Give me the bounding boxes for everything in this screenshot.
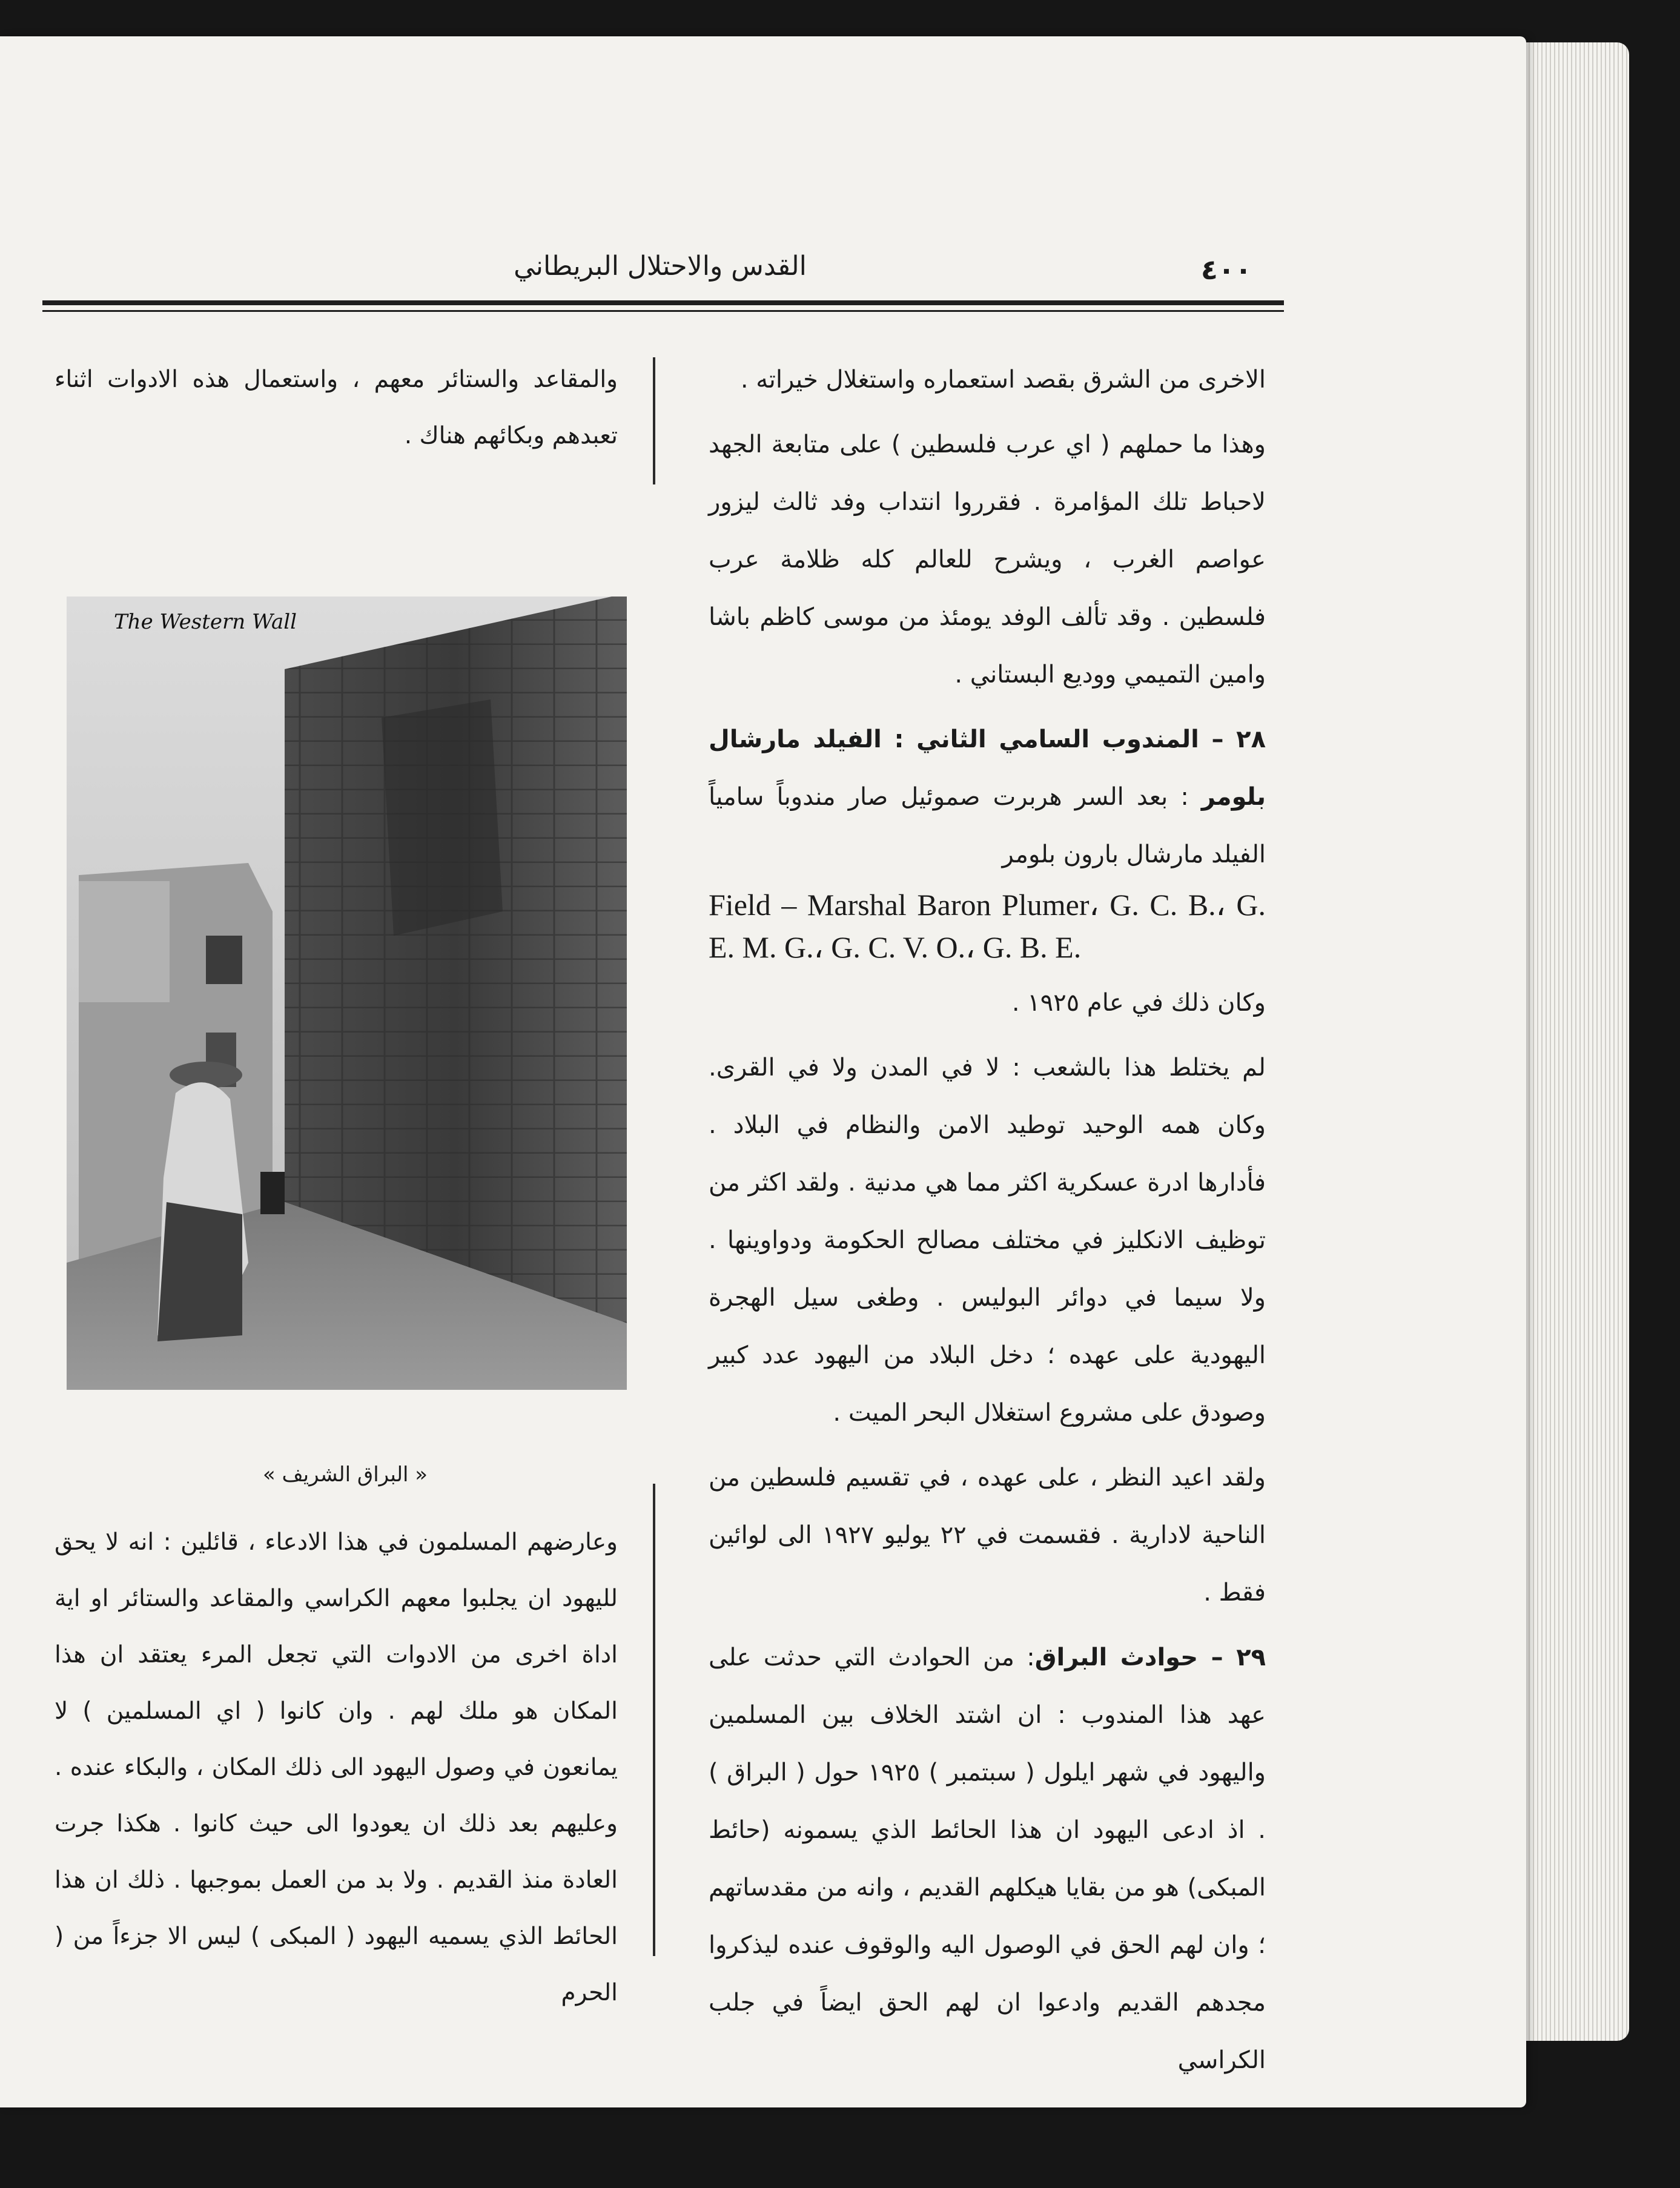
page-number: ٤٠٠ xyxy=(1200,253,1252,286)
paragraph-5: ولقد اعيد النظر ، على عهده ، في تقسيم فلسطين من الناحية لادارية . فقسمت في ٢٢ يوليو ١٩٢٧ الى لوائين فقط . xyxy=(709,1464,1266,1607)
left-column-top xyxy=(55,351,618,472)
running-head: القدس والاحتلال البريطاني xyxy=(514,251,807,282)
left-column-bottom xyxy=(55,1514,618,2006)
photo-caption: « البراق الشريف » xyxy=(262,1463,428,1487)
paragraph-3 xyxy=(709,711,1266,884)
left-paragraph-bottom: وعارضهم المسلمون في هذا الادعاء ، قائلين : انه لا يحق لليهود ان يجلبوا معهم الكراسي والمقاعد والستائر او اية اداة اخرى من الادوات التي تجعل المرء يعتقد ان هذا المكان هو ملك لهم . وان كانوا ( اي المسلمين ) لا يمانعون في وصول اليهود الى ذلك المكان ، والبكاء عنده . وعليهم بعد ذلك ان يعودوا الى حيث كانوا . هكذا جرت العادة منذ القديم . ولا بد من العمل بموجبها . ذلك ان هذا الحائط الذي يسميه اليهود ( المبكى ) ليس الا جزءاً من ( الحرم xyxy=(55,1529,618,2006)
paragraph-2: وهذا ما حملهم ( اي عرب فلسطين ) على متابعة الجهد لاحباط تلك المؤامرة . فقرروا انتداب وفد ثالث ليزور عواصم الغرب ، ويشرح للعالم كله ظلامة عرب فلسطين . وقد تألف الوفد يومئذ من موسى كاظم باشا وامين التميمي ووديع البستاني . xyxy=(709,431,1266,689)
western-wall-photo xyxy=(67,597,627,1390)
paragraph-4: لم يختلط هذا بالشعب : لا في المدن ولا في القرى. وكان همه الوحيد توطيد الامن والنظام في البلاد . فأدارها ادرة عسكرية اكثر مما هي مدنية . ولقد اكثر من توظيف الانكليز في مختلف مصالح الحكومة ودواوينها . ولا سيما في دوائر البوليس . وطغى سيل الهجرة اليهودية على عهده ؛ دخل البلاد من اليهود عدد كبير وصودق على مشروع استغلال البحر الميت . xyxy=(709,1054,1266,1427)
section-29-heading: ٢٩ – حوادث البراق xyxy=(1034,1644,1266,1671)
section-29-text: : من الحوادث التي حدثت على عهد هذا المندوب : ان اشتد الخلاف بين المسلمين واليهود في شهر ايلول ( سبتمبر ) ١٩٢٥ حول ( البراق ) . اذ ادعى اليهود ان هذا الحائط الذي يسمونه (حائط المبكى) هو من بقايا هيكلهم القديم ، وانه من مقدساتهم ؛ وان لهم الحق في الوصول اليه والوقوف عنده ليذكروا مجدهم القديم وادعوا ان لهم الحق ايضاً في جلب الكراسي xyxy=(709,1644,1266,2074)
left-paragraph-top: والمقاعد والستائر معهم ، واستعمال هذه الادوات اثناء تعبدهم وبكائهم هناك . xyxy=(55,366,618,449)
paragraph-3-end: وكان ذلك في عام ١٩٢٥ . xyxy=(1011,989,1266,1017)
header-rule-thin xyxy=(42,310,1284,312)
paragraph-1: الاخرى من الشرق بقصد استعماره واستغلال خيراته . xyxy=(740,366,1266,394)
column-divider-bottom xyxy=(653,1484,655,1956)
section-28-text: : بعد السر هربرت صموئيل صار مندوباً سامياً الفيلد مارشال بارون بلومر xyxy=(709,783,1266,868)
column-divider-top xyxy=(653,357,655,484)
right-column xyxy=(709,351,1266,2074)
photo-label: The Western Wall xyxy=(114,610,297,634)
plumer-title-latin: Field – Marshal Baron Plumer، G. C. B.، G. E. M. G.، G. C. V. O.، G. B. E. xyxy=(709,888,1266,964)
paragraph-6 xyxy=(709,1629,1266,2089)
photo-illustration xyxy=(67,597,627,1390)
section-28-heading: ٢٨ – المندوب السامي الثاني : الفيلد مارشال بلومر xyxy=(709,725,1266,811)
book-page xyxy=(0,36,1526,2107)
header-rule-thick xyxy=(42,300,1284,305)
